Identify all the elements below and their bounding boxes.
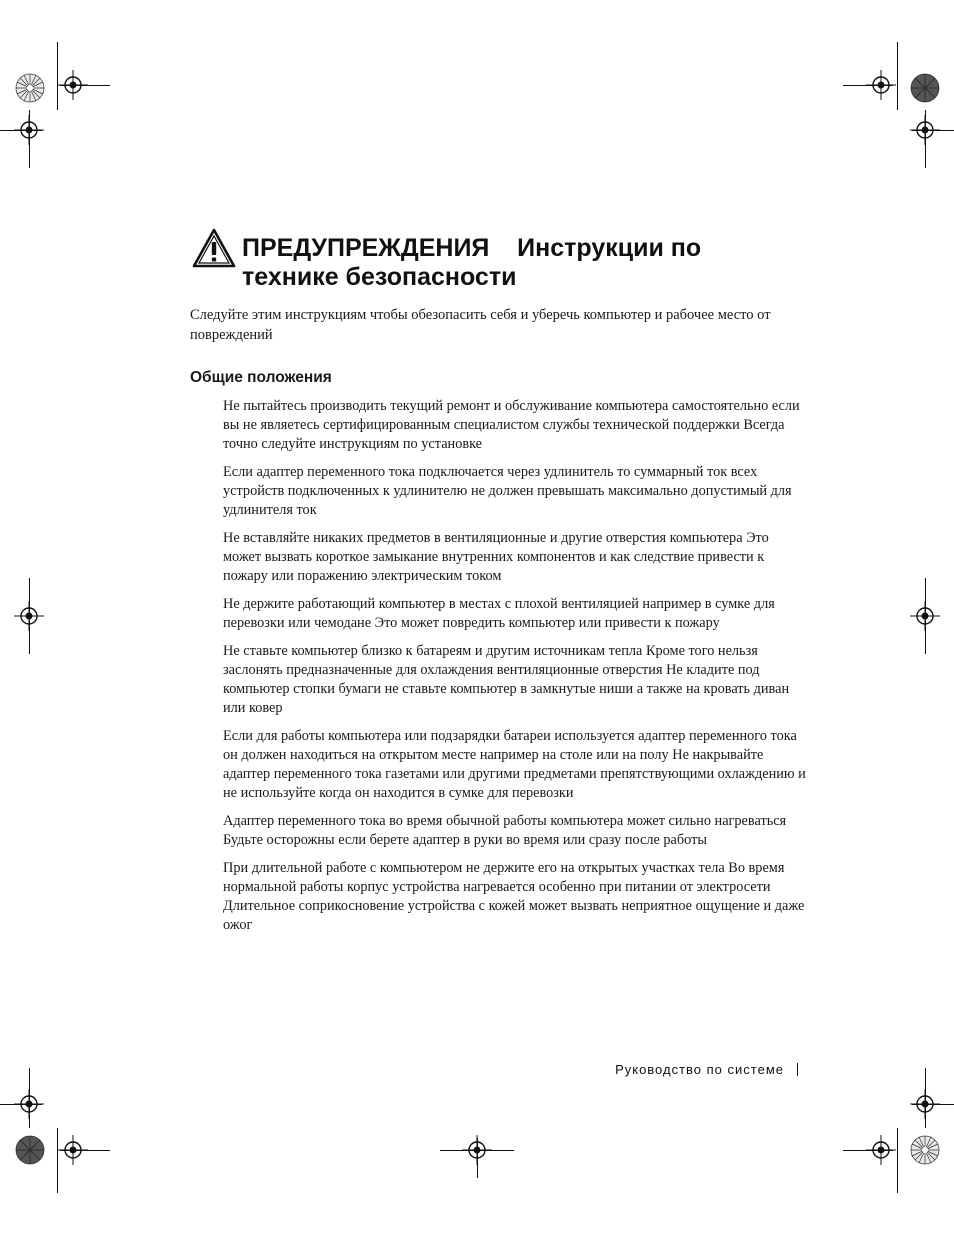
safety-item: Не держите работающий компьютер в местах с плохой вентиляцией например в сумке для перевозки или чемодане Это может повредить компьютер или привести к пожару (223, 596, 775, 631)
registration-mark-icon (462, 1135, 492, 1165)
safety-list (223, 397, 808, 944)
warning-triangle-icon (192, 228, 236, 268)
safety-item: Не пытайтесь производить текущий ремонт и обслуживание компьютера самостоятельно если вы не являетесь сертифицированным специалистом службы технической поддержки Всегда точно следуйте инструкциям по установке (223, 398, 800, 452)
page-footer: Руководство по системе (615, 1062, 784, 1077)
safety-item: При длительной работе с компьютером не держите его на открытых участках тела Во время нормальной работы корпус устройства нагревается особенно при питании от электросети Длительное соприкосновение устройства с кожей может вызвать неприятное ощущение и даже ожог (223, 860, 805, 933)
registration-mark-icon (58, 70, 88, 100)
safety-item: Адаптер переменного тока во время обычной работы компьютера может сильно нагреваться Будьте осторожны если берете адаптер в руки во время или сразу после работы (223, 813, 787, 848)
registration-mark-icon (910, 601, 940, 631)
registration-mark-icon (14, 1089, 44, 1119)
page-title: ПРЕДУПРЕЖДЕНИЯ Инструкции по технике безопасности (242, 234, 709, 291)
color-rosette-icon (910, 1135, 940, 1165)
safety-item: Не вставляйте никаких предметов в вентиляционные и другие отверстия компьютера Это может вызвать короткое замыкание внутренних компонентов и как следствие привести к пожару или поражению электрическим током (223, 530, 769, 584)
crop-line (897, 1128, 898, 1193)
safety-item: Не ставьте компьютер близко к батареям и другим источникам тепла Кроме того нельзя заслонять предназначенные для охлаждения вентиляционные отверстия Не кладите под компьютер стопки бумаги не ставьте компьютер в замкнутые ниши а также на кровать диван или ковер (223, 643, 790, 716)
color-rosette-icon (15, 1135, 45, 1165)
registration-mark-icon (866, 1135, 896, 1165)
safety-item: Если для работы компьютера или подзарядки батареи используется адаптер переменного тока он должен находиться на открытом месте например на столе или на полу Не накрывайте адаптер переменного тока газетами или другими предметами препятствующими охлаждению и не используйте когда он находится в сумке для перевозки (223, 728, 806, 801)
registration-mark-icon (866, 70, 896, 100)
registration-mark-icon (58, 1135, 88, 1165)
crop-line (897, 42, 898, 110)
intro-paragraph: Следуйте этим инструкциям чтобы обезопасить себя и уберечь компьютер и рабочее место от повреждений (190, 307, 771, 343)
section-title: Общие положения (190, 369, 332, 386)
registration-mark-icon (14, 115, 44, 145)
color-rosette-icon (15, 73, 45, 103)
safety-item: Если адаптер переменного тока подключается через удлинитель то суммарный ток всех устройств подключенных к удлинителю не должен превышать максимально допустимый для удлинителя ток (223, 464, 792, 518)
registration-mark-icon (910, 115, 940, 145)
registration-mark-icon (910, 1089, 940, 1119)
color-rosette-icon (910, 73, 940, 103)
footer-divider (797, 1063, 798, 1076)
registration-mark-icon (14, 601, 44, 631)
